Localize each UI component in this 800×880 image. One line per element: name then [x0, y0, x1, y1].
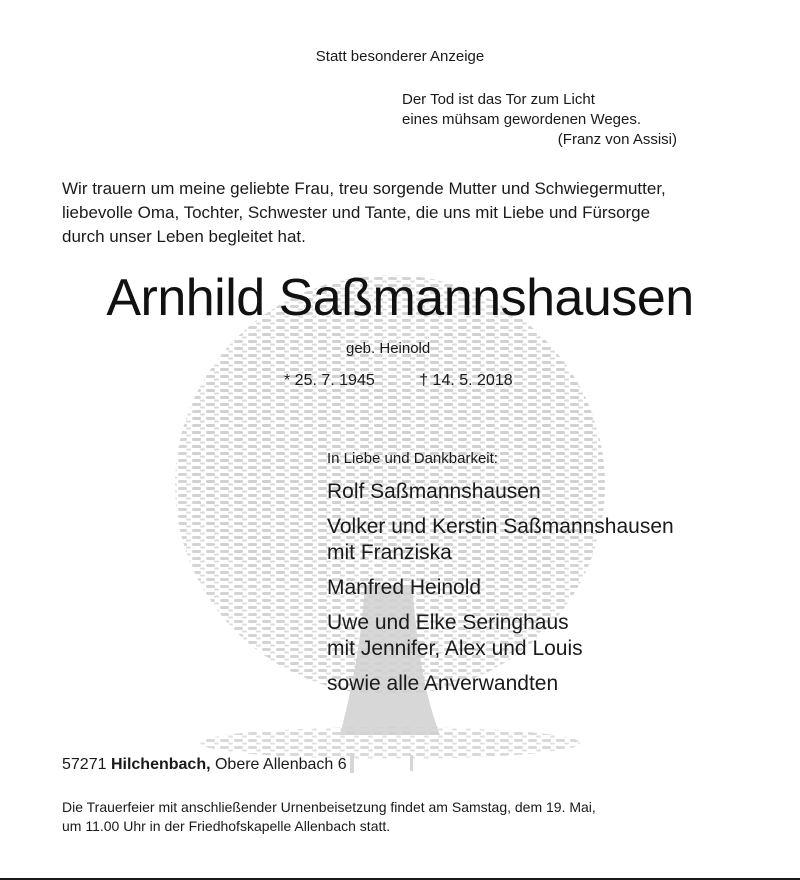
- death-date: † 14. 5. 2018: [419, 372, 513, 389]
- mourners-lead: In Liebe und Dankbarkeit:: [327, 450, 498, 467]
- mourner-line: Uwe und Elke Seringhaus: [327, 611, 569, 634]
- deceased-name: Arnhild Saßmannshausen: [106, 269, 694, 327]
- ceremony-info: [62, 798, 742, 836]
- quote-line: eines mühsam gewordenen Weges.: [402, 111, 642, 128]
- intro-line: liebevolle Oma, Tochter, Schwester und Tante, die uns mit Liebe und Fürsorge: [62, 203, 651, 222]
- mourner-group: [327, 479, 767, 505]
- mourner-line: sowie alle Anverwandten: [327, 672, 559, 695]
- mourner-group: [327, 514, 767, 566]
- mourner-group: [327, 575, 767, 601]
- epigraph-quote: [402, 90, 677, 150]
- mourner-line: mit Franziska: [327, 541, 452, 564]
- family-address: [62, 756, 347, 774]
- mourner-line: Manfred Heinold: [327, 576, 482, 599]
- quote-author: (Franz von Assisi): [557, 131, 677, 148]
- address-city: Hilchenbach,: [110, 756, 211, 773]
- mourners-list: [327, 450, 767, 706]
- mourner-line: Volker und Kerstin Saßmannshausen: [327, 515, 674, 538]
- intro-line: Wir trauern um meine geliebte Frau, treu sorgende Mutter und Schwiegermutter,: [62, 179, 666, 198]
- intro-line: durch unser Leben begleitet hat.: [62, 227, 306, 246]
- mourner-line: mit Jennifer, Alex und Louis: [327, 637, 583, 660]
- mourner-line: Rolf Saßmannshausen: [327, 480, 541, 503]
- address-street: Obere Allenbach 6: [214, 756, 347, 773]
- ceremony-line: um 11.00 Uhr in der Friedhofskapelle Allenbach statt.: [62, 818, 391, 834]
- notice-header: Statt besonderer Anzeige: [315, 48, 485, 65]
- mourner-group: [327, 671, 767, 697]
- quote-line: Der Tod ist das Tor zum Licht: [402, 91, 595, 108]
- maiden-name: geb. Heinold: [346, 340, 431, 357]
- ceremony-line: Die Trauerfeier mit anschließender Urnenbeisetzung findet am Samstag, dem 19. Mai,: [62, 799, 596, 815]
- life-dates: [284, 372, 553, 390]
- birth-date: * 25. 7. 1945: [284, 372, 375, 389]
- address-zip: 57271: [62, 756, 107, 773]
- mourner-group: [327, 610, 767, 662]
- intro-text: [62, 177, 740, 249]
